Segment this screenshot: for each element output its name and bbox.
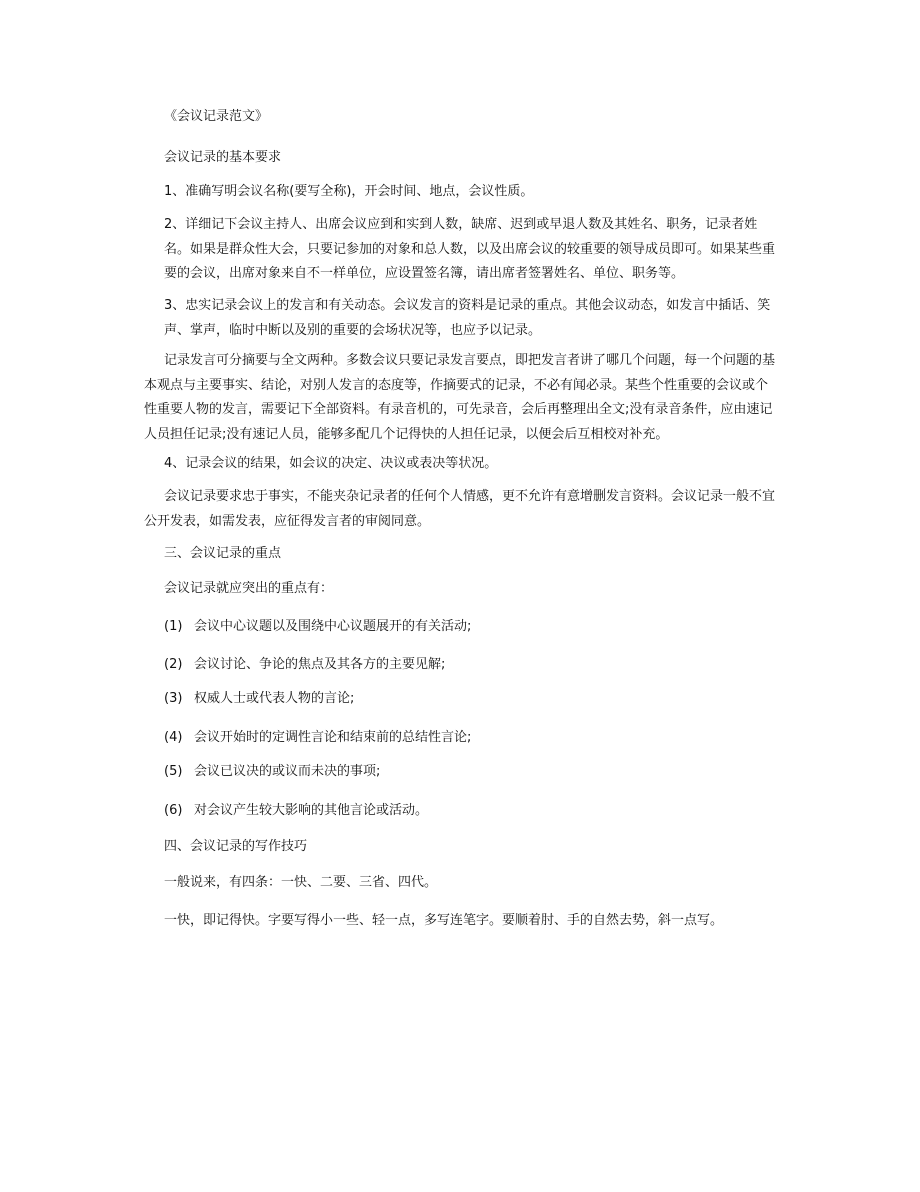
section-heading-basic-requirements: 会议记录的基本要求: [164, 150, 282, 165]
key-point-text: 会议讨论、争论的焦点及其各方的主要见解;: [194, 657, 446, 672]
requirement-3: 3、忠实记录会议上的发言和有关动态。会议发言的资料是记录的重点。其他会议动态，如发言中插话、笑声、掌声，临时中断以及别的重要的会场状况等，也应予以记录。: [164, 298, 771, 338]
key-point-item: [164, 618, 471, 635]
key-point-number: (6): [164, 803, 183, 818]
requirement-1: 1、准确写明会议名称(要写全称)，开会时间、地点，会议性质。: [164, 184, 534, 199]
writing-tips-intro: 一般说来，有四条：一快、二要、三省、四代。: [164, 875, 438, 890]
key-point-text: 对会议产生较大影响的其他言论或活动。: [194, 803, 429, 818]
key-points-intro: 会议记录就应突出的重点有：: [164, 581, 334, 596]
document-title: 《会议记录范文》: [164, 109, 269, 124]
requirements-summary: 会议记录要求忠于事实，不能夹杂记录者的任何个人情感，更不允许有意增删发言资料。会议记录一般不宜公开发表，如需发表，应征得发言者的审阅同意。: [144, 489, 776, 529]
section-heading-key-points: 三、会议记录的重点: [164, 546, 282, 561]
requirement-4: 4、记录会议的结果，如会议的决定、决议或表决等状况。: [164, 456, 498, 471]
key-point-text: 会议开始时的定调性言论和结束前的总结性言论;: [194, 730, 472, 745]
key-point-text: 会议已议决的或议而未决的事项;: [194, 764, 381, 779]
requirement-2: 2、详细记下会议主持人、出席会议应到和实到人数，缺席、迟到或早退人数及其姓名、职务，记录者姓名。如果是群众性大会，只要记参加的对象和总人数，以及出席会议的较重要的领导成员即可。如果某些重要的会议，出席对象来自不一样单位，应设置签名簿，请出席者签署姓名、单位、职务等。: [164, 217, 776, 281]
requirement-3-note: 记录发言可分摘要与全文两种。多数会议只要记录发言要点，即把发言者讲了哪几个问题，每一个问题的基本观点与主要事实、结论，对别人发言的态度等，作摘要式的记录，不必有闻必录。某些个性重要的会议或个性重要人物的发言，需要记下全部资料。有录音机的，可先录音，会后再整理出全文;没有录音条件，应由速记人员担任记录;没有速记人员，能够多配几个记得快的人担任记录，以便会后互相校对补充。: [144, 353, 776, 442]
key-point-text: 权威人士或代表人物的言论;: [194, 691, 355, 706]
key-point-number: (2): [164, 657, 183, 672]
key-point-item: [164, 763, 380, 780]
key-point-item: [164, 690, 354, 707]
writing-tip-fast: 一快，即记得快。字要写得小一些、轻一点，多写连笔字。要顺着肘、手的自然去势，斜一点写。: [164, 913, 724, 928]
key-point-number: (5): [164, 764, 183, 779]
key-point-item: [164, 656, 445, 673]
key-point-number: (1): [164, 619, 183, 634]
key-point-number: (4): [164, 730, 183, 745]
key-point-text: 会议中心议题以及围绕中心议题展开的有关活动;: [194, 619, 472, 634]
section-heading-writing-tips: 四、会议记录的写作技巧: [164, 839, 308, 854]
key-point-item: [164, 802, 428, 819]
key-point-number: (3): [164, 691, 183, 706]
key-point-item: [164, 729, 471, 746]
